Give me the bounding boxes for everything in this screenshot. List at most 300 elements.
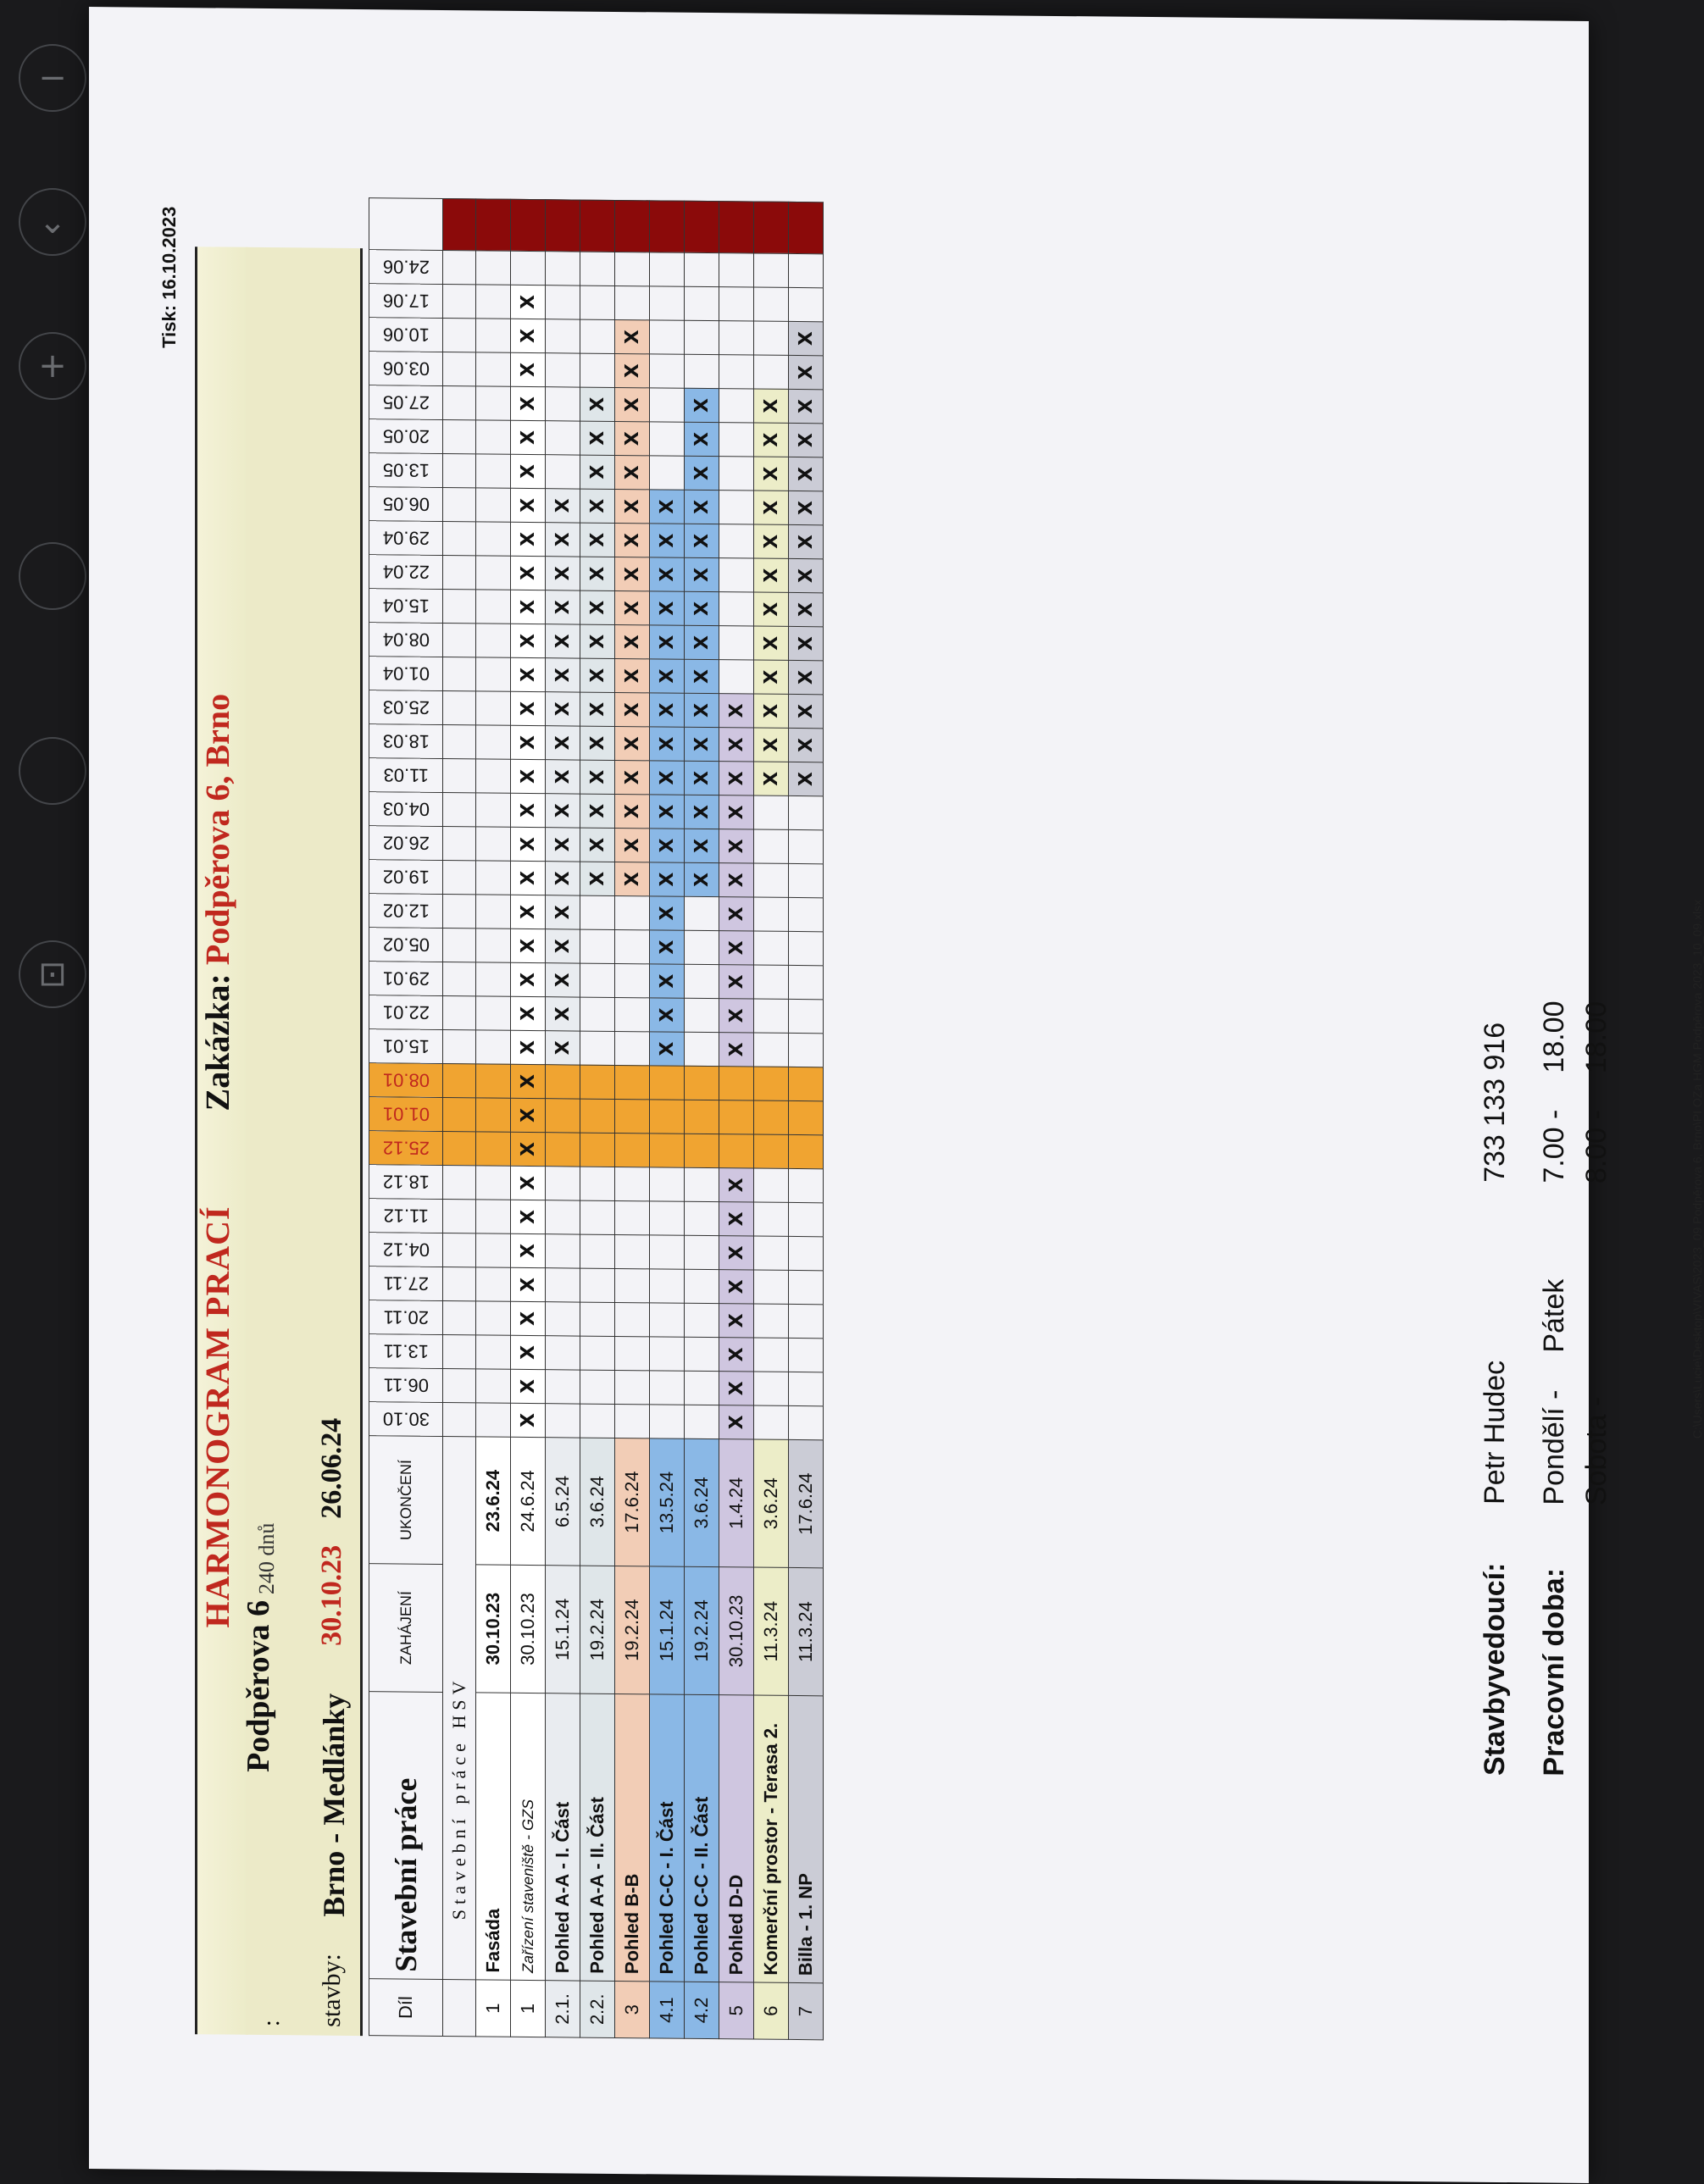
week-cell xyxy=(476,556,511,590)
row-dil: 4.2 xyxy=(685,1982,719,2038)
week-cell xyxy=(685,252,719,286)
plus-icon[interactable]: + xyxy=(19,332,86,400)
week-cell xyxy=(476,285,511,319)
week-cell xyxy=(754,1033,789,1067)
week-mark: X xyxy=(789,558,824,592)
week-header: 29.01 xyxy=(369,962,443,996)
week-cell xyxy=(615,1167,650,1200)
contract xyxy=(197,694,237,1111)
week-cell xyxy=(546,1133,580,1167)
row-start: 15.1.24 xyxy=(546,1566,580,1693)
week-cell xyxy=(443,1369,476,1403)
week-header: 25.03 xyxy=(369,690,443,725)
week-cell xyxy=(476,488,511,522)
week-cell xyxy=(615,1065,650,1099)
week-cell xyxy=(719,321,754,355)
week-cell xyxy=(685,1405,719,1438)
week-mark: X xyxy=(546,963,580,997)
row-end: 1.4.24 xyxy=(719,1439,754,1567)
week-cell xyxy=(546,252,580,285)
week-mark: X xyxy=(511,590,546,624)
week-mark: X xyxy=(685,490,719,524)
week-cell xyxy=(789,1304,824,1338)
week-mark: X xyxy=(511,488,546,522)
week-mark: X xyxy=(719,1372,754,1405)
week-mark: X xyxy=(650,557,685,591)
week-cell xyxy=(685,1167,719,1201)
week-cell xyxy=(789,1405,824,1439)
week-cell xyxy=(719,491,754,524)
week-cell xyxy=(476,1335,511,1369)
week-mark: X xyxy=(789,592,824,626)
week-cell xyxy=(476,725,511,759)
week-cell xyxy=(615,1370,650,1404)
week-cell xyxy=(443,793,476,827)
weekday-time-from: 7.00 - xyxy=(1538,1109,1570,1183)
week-cell xyxy=(580,319,615,353)
week-cell xyxy=(580,252,615,285)
week-cell xyxy=(476,1098,511,1132)
week-mark: X xyxy=(685,625,719,659)
week-mark: X xyxy=(511,928,546,962)
week-cell xyxy=(580,285,615,319)
week-cell xyxy=(615,1031,650,1065)
week-mark: X xyxy=(511,454,546,488)
week-cell xyxy=(546,387,580,421)
week-mark: X xyxy=(685,829,719,862)
row-end: 6.5.24 xyxy=(546,1438,580,1566)
week-mark: X xyxy=(511,657,546,691)
end-marker xyxy=(580,200,615,252)
week-mark: X xyxy=(580,455,615,489)
week-header: 04.12 xyxy=(369,1233,443,1267)
week-cell xyxy=(685,930,719,964)
week-mark: X xyxy=(685,524,719,557)
week-mark: X xyxy=(650,795,685,829)
week-cell xyxy=(754,1405,789,1439)
week-mark: X xyxy=(580,726,615,760)
week-mark: X xyxy=(615,421,650,455)
week-mark: X xyxy=(546,523,580,557)
week-cell xyxy=(719,1067,754,1100)
saturday-time-to: 18.00 xyxy=(1580,1001,1612,1074)
week-cell xyxy=(476,590,511,624)
row-dil: 6 xyxy=(754,1982,789,2039)
week-mark: X xyxy=(580,658,615,692)
week-cell xyxy=(615,1404,650,1438)
row-name: Pohled C-C - I. Část xyxy=(650,1694,685,1982)
week-cell xyxy=(546,421,580,455)
week-cell xyxy=(685,320,719,354)
week-mark: X xyxy=(546,692,580,726)
week-mark: X xyxy=(789,660,824,694)
week-mark: X xyxy=(615,794,650,828)
week-header: 27.11 xyxy=(369,1267,443,1301)
week-cell xyxy=(580,1031,615,1065)
week-mark: X xyxy=(789,694,824,728)
week-cell xyxy=(546,1234,580,1268)
week-cell xyxy=(443,1098,476,1132)
week-cell xyxy=(719,389,754,423)
week-header: 06.05 xyxy=(369,487,443,522)
week-mark: X xyxy=(789,524,824,558)
week-cell xyxy=(754,1134,789,1168)
week-mark: X xyxy=(580,523,615,557)
week-cell xyxy=(789,999,824,1033)
week-cell xyxy=(615,1133,650,1167)
row-start: 19.2.24 xyxy=(615,1566,650,1693)
week-cell xyxy=(443,319,476,352)
week-mark: X xyxy=(719,931,754,965)
week-mark: X xyxy=(719,863,754,897)
week-mark: X xyxy=(719,728,754,762)
project-name: Podpěrova 6 xyxy=(241,1599,276,1773)
row-name: Pohled A-A - II. Část xyxy=(580,1693,615,1981)
week-header: 20.11 xyxy=(369,1300,443,1335)
week-cell xyxy=(443,251,476,285)
week-mark: X xyxy=(580,760,615,794)
week-mark: X xyxy=(789,423,824,457)
week-cell xyxy=(789,897,824,931)
week-cell xyxy=(719,592,754,626)
chevron-icon[interactable]: ⌄ xyxy=(19,188,86,256)
week-cell xyxy=(615,963,650,997)
contract-label: Zakázka: xyxy=(198,973,236,1111)
week-mark: X xyxy=(615,862,650,895)
week-cell xyxy=(443,1335,476,1369)
week-cell xyxy=(754,253,789,287)
end-marker xyxy=(443,199,476,251)
week-header: 30.10 xyxy=(369,1402,443,1437)
week-mark: X xyxy=(685,388,719,422)
week-mark: X xyxy=(615,590,650,624)
week-mark: X xyxy=(615,692,650,726)
end-date: 26.06.24 xyxy=(316,1417,347,1519)
week-mark: X xyxy=(719,795,754,829)
section-title: Stavební práce HSV xyxy=(443,1437,476,1980)
week-cell xyxy=(476,1200,511,1233)
week-mark: X xyxy=(615,319,650,353)
week-mark: X xyxy=(615,658,650,692)
row-dil: 1 xyxy=(476,1980,511,2037)
week-mark: X xyxy=(789,491,824,524)
site-manager-label: Stavbyvedoucí: xyxy=(1479,1562,1511,1777)
week-mark: X xyxy=(546,1031,580,1065)
week-cell xyxy=(754,829,789,863)
week-cell xyxy=(685,998,719,1032)
end-marker xyxy=(546,200,580,252)
week-cell xyxy=(476,319,511,352)
week-mark: X xyxy=(511,996,546,1030)
week-mark: X xyxy=(546,557,580,590)
week-mark: X xyxy=(546,760,580,794)
week-cell xyxy=(650,354,685,388)
week-header: 26.02 xyxy=(369,826,443,861)
week-cell xyxy=(443,1030,476,1064)
week-cell xyxy=(685,1032,719,1066)
week-cell xyxy=(754,863,789,897)
weekday-time-to: 18.00 xyxy=(1538,1001,1570,1073)
week-header: 27.05 xyxy=(369,385,443,420)
week-cell xyxy=(719,558,754,592)
week-cell xyxy=(685,1337,719,1371)
site-location: Brno - Medlánky xyxy=(317,1693,351,1917)
week-cell xyxy=(685,964,719,998)
week-mark: X xyxy=(719,1033,754,1067)
week-cell xyxy=(685,1303,719,1337)
week-cell xyxy=(650,1303,685,1337)
week-mark: X xyxy=(719,1405,754,1439)
week-mark: X xyxy=(511,1064,546,1098)
week-mark: X xyxy=(650,625,685,659)
week-mark: X xyxy=(511,793,546,827)
week-mark: X xyxy=(511,1335,546,1369)
week-cell xyxy=(546,319,580,353)
week-mark: X xyxy=(789,321,824,355)
row-dil: 4.1 xyxy=(650,1982,685,2038)
week-mark: X xyxy=(650,659,685,693)
row-end: 3.6.24 xyxy=(685,1438,719,1566)
week-cell xyxy=(580,963,615,997)
week-mark: X xyxy=(650,490,685,524)
row-dil: 7 xyxy=(789,1982,824,2039)
week-cell xyxy=(443,895,476,928)
week-mark: X xyxy=(685,761,719,795)
week-header: 18.03 xyxy=(369,724,443,759)
week-mark: X xyxy=(546,929,580,963)
week-mark: X xyxy=(719,1168,754,1202)
lock-icon[interactable]: ⊡ xyxy=(19,940,86,1008)
week-cell xyxy=(511,251,546,285)
circle-button[interactable] xyxy=(19,542,86,610)
week-mark: X xyxy=(511,725,546,759)
week-mark: X xyxy=(580,590,615,624)
header-start: ZAHÁJENÍ xyxy=(369,1564,443,1693)
week-cell xyxy=(443,1132,476,1166)
week-cell xyxy=(789,253,824,287)
week-mark: X xyxy=(615,455,650,489)
week-cell xyxy=(476,996,511,1030)
week-header: 08.01 xyxy=(369,1063,443,1098)
week-mark: X xyxy=(511,827,546,861)
table-row xyxy=(476,199,511,2037)
week-cell xyxy=(443,827,476,861)
week-cell xyxy=(443,691,476,725)
row-start: 15.1.24 xyxy=(650,1566,685,1694)
week-cell xyxy=(580,1370,615,1404)
week-mark: X xyxy=(511,556,546,590)
week-cell xyxy=(615,252,650,285)
week-cell xyxy=(685,1066,719,1100)
end-marker xyxy=(369,198,443,251)
week-cell xyxy=(615,1336,650,1370)
header-row xyxy=(369,198,443,2037)
week-mark: X xyxy=(650,1032,685,1066)
week-cell xyxy=(546,1268,580,1302)
week-cell xyxy=(580,1065,615,1099)
week-cell xyxy=(443,590,476,624)
week-cell xyxy=(754,1100,789,1134)
week-cell xyxy=(443,657,476,691)
week-mark: X xyxy=(789,626,824,660)
week-header: 10.06 xyxy=(369,318,443,352)
week-cell xyxy=(580,1133,615,1167)
week-cell xyxy=(615,895,650,929)
week-cell xyxy=(650,286,685,320)
week-header: 03.06 xyxy=(369,352,443,386)
week-mark: X xyxy=(615,760,650,794)
week-cell xyxy=(443,352,476,386)
week-mark: X xyxy=(580,692,615,726)
week-cell xyxy=(443,1301,476,1335)
week-cell xyxy=(754,355,789,389)
week-mark: X xyxy=(754,389,789,423)
table-row xyxy=(615,200,650,2037)
schedule-table xyxy=(369,197,824,2040)
week-header: 15.04 xyxy=(369,589,443,624)
end-marker xyxy=(685,201,719,252)
week-cell xyxy=(615,1302,650,1336)
circle-button-2[interactable] xyxy=(19,737,86,805)
week-cell xyxy=(789,1100,824,1134)
week-cell xyxy=(476,251,511,285)
saturday-time-from: 8.00 - xyxy=(1580,1109,1612,1184)
week-mark: X xyxy=(546,489,580,523)
week-cell xyxy=(546,1200,580,1234)
week-cell xyxy=(719,1134,754,1168)
week-mark: X xyxy=(754,626,789,660)
week-cell xyxy=(476,962,511,996)
row-start: 30.10.23 xyxy=(511,1565,546,1693)
week-mark: X xyxy=(719,999,754,1033)
week-mark: X xyxy=(511,522,546,556)
minus-icon[interactable]: − xyxy=(19,44,86,112)
week-mark: X xyxy=(789,457,824,491)
week-mark: X xyxy=(719,829,754,863)
table-row xyxy=(719,202,754,2039)
week-mark: X xyxy=(511,420,546,454)
table-row xyxy=(511,199,546,2037)
week-header: 22.01 xyxy=(369,995,443,1030)
week-cell xyxy=(476,793,511,827)
week-cell xyxy=(650,252,685,286)
week-cell xyxy=(719,287,754,321)
week-cell xyxy=(650,320,685,354)
week-cell xyxy=(650,388,685,422)
week-mark: X xyxy=(511,1200,546,1233)
week-cell xyxy=(615,1234,650,1268)
week-mark: X xyxy=(546,624,580,658)
week-header: 22.04 xyxy=(369,555,443,590)
week-cell xyxy=(650,1167,685,1201)
week-cell xyxy=(580,1234,615,1268)
row-name: Komerční prostor - Terasa 2. xyxy=(754,1695,789,1982)
week-mark: X xyxy=(685,727,719,761)
week-cell xyxy=(580,997,615,1031)
week-mark: X xyxy=(719,1338,754,1372)
week-cell xyxy=(789,1202,824,1236)
week-cell xyxy=(443,861,476,895)
week-mark: X xyxy=(615,624,650,658)
week-cell xyxy=(719,457,754,491)
week-cell xyxy=(443,1233,476,1267)
page-title: HARMONOGRAM PRACÍ xyxy=(198,1206,236,1628)
week-cell xyxy=(650,456,685,490)
week-cell xyxy=(476,861,511,895)
week-mark: X xyxy=(580,794,615,828)
week-cell xyxy=(754,321,789,355)
week-header: 15.01 xyxy=(369,1029,443,1064)
week-cell xyxy=(476,1403,511,1437)
week-cell xyxy=(789,1338,824,1372)
table-row xyxy=(650,201,685,2038)
row-end: 23.6.24 xyxy=(476,1437,511,1565)
week-mark: X xyxy=(511,1166,546,1200)
week-header: 20.05 xyxy=(369,419,443,454)
week-cell xyxy=(685,1269,719,1303)
week-cell xyxy=(789,1033,824,1067)
week-mark: X xyxy=(650,862,685,896)
week-cell xyxy=(580,1404,615,1438)
weekday-end: Pátek xyxy=(1538,1278,1570,1353)
week-cell xyxy=(615,285,650,319)
week-cell xyxy=(476,1064,511,1098)
week-cell xyxy=(685,1371,719,1405)
week-mark: X xyxy=(580,624,615,658)
row-start: 19.2.24 xyxy=(685,1566,719,1694)
week-mark: X xyxy=(546,658,580,692)
week-cell xyxy=(789,965,824,999)
week-mark: X xyxy=(615,353,650,387)
week-mark: X xyxy=(546,794,580,828)
row-end: 24.6.24 xyxy=(511,1437,546,1565)
row-end: 17.6.24 xyxy=(789,1439,824,1567)
week-cell xyxy=(476,1030,511,1064)
print-date: Tisk: 16.10.2023 xyxy=(158,206,180,349)
week-cell xyxy=(754,1338,789,1372)
row-name: Pohled A-A - I. Část xyxy=(546,1693,580,1981)
weekday-range: Pondělí - xyxy=(1538,1389,1570,1505)
week-mark: X xyxy=(719,1304,754,1338)
week-mark: X xyxy=(580,489,615,523)
week-mark: X xyxy=(546,862,580,895)
row-dil: 2.2. xyxy=(580,1981,615,2037)
week-cell xyxy=(719,524,754,558)
row-dil: 2.1. xyxy=(546,1981,580,2037)
week-cell xyxy=(789,1134,824,1168)
week-cell xyxy=(615,1268,650,1302)
week-mark: X xyxy=(789,355,824,389)
week-mark: X xyxy=(754,592,789,626)
week-header: 13.05 xyxy=(369,453,443,488)
site-manager-phone: 733 133 916 xyxy=(1479,1022,1511,1183)
week-mark: X xyxy=(650,591,685,625)
row-name: Pohled C-C - II. Část xyxy=(685,1694,719,1982)
week-cell xyxy=(789,829,824,863)
week-mark: X xyxy=(650,896,685,930)
week-cell xyxy=(685,286,719,320)
week-cell xyxy=(476,1369,511,1403)
week-cell xyxy=(476,1233,511,1267)
week-mark: X xyxy=(685,659,719,693)
saturday: Sobota - xyxy=(1580,1396,1612,1506)
week-mark: X xyxy=(511,386,546,420)
week-mark: X xyxy=(685,422,719,456)
site-manager-name: Petr Hudec xyxy=(1479,1360,1511,1505)
week-mark: X xyxy=(650,998,685,1032)
week-cell xyxy=(754,1304,789,1338)
week-mark: X xyxy=(719,762,754,795)
